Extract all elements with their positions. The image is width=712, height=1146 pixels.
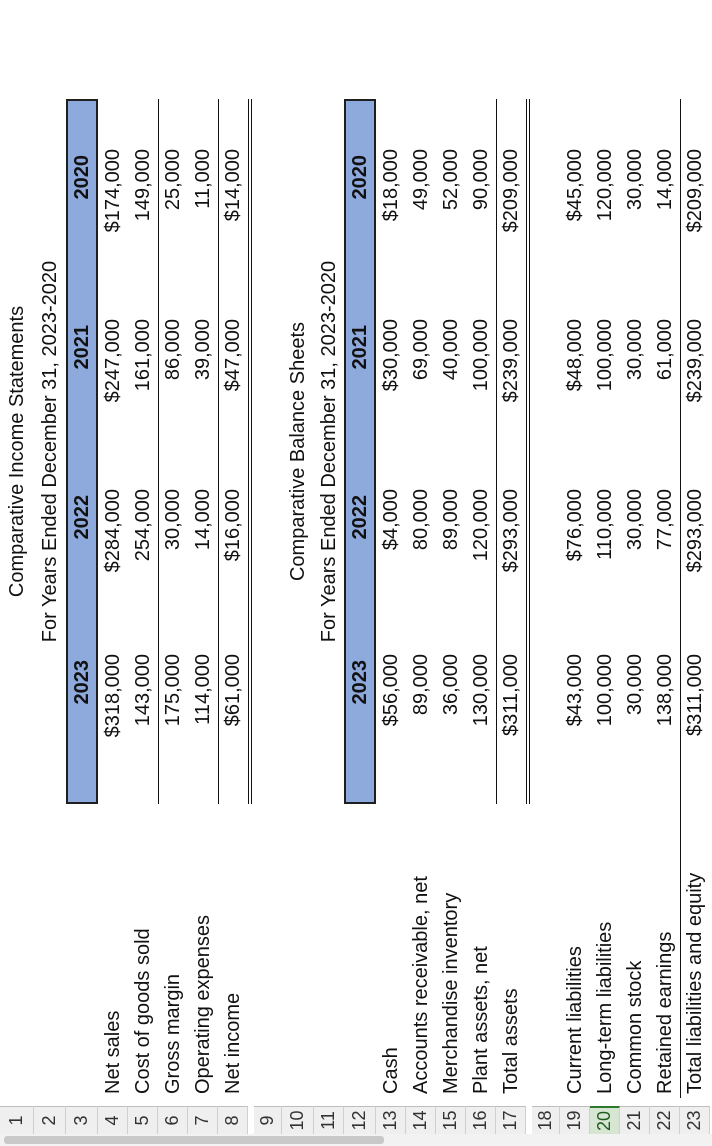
table-row: [158, 64, 188, 1134]
value-cell[interactable]: $30,000: [379, 319, 402, 392]
value-cell[interactable]: 114,000: [191, 654, 214, 725]
value-cell[interactable]: $247,000: [101, 319, 124, 403]
value-cell[interactable]: 120,000: [593, 149, 616, 222]
row-header[interactable]: 19: [560, 1106, 590, 1134]
table-row: [466, 64, 496, 1134]
value-cell[interactable]: 120,000: [469, 489, 492, 562]
income-statement-title: Comparative Income Statements: [5, 305, 28, 598]
row-header[interactable]: 21: [620, 1106, 650, 1134]
table-row: [620, 64, 650, 1134]
value-cell[interactable]: 69,000: [409, 319, 432, 381]
row-label: Operating expenses: [191, 914, 214, 1094]
row-header[interactable]: 8: [218, 1106, 248, 1134]
sheet-row: [254, 64, 282, 1134]
value-cell[interactable]: $48,000: [563, 319, 586, 392]
value-cell[interactable]: 143,000: [131, 654, 154, 727]
row-header[interactable]: 6: [158, 1106, 188, 1134]
sheet-row: [66, 64, 98, 1134]
value-cell[interactable]: $45,000: [563, 149, 586, 222]
income-statement-subtitle: For Years Ended December 31, 2023-2020: [38, 260, 61, 643]
balance-year-header: [344, 99, 376, 804]
row-header[interactable]: 13: [376, 1106, 406, 1134]
total-double-rule: [526, 99, 530, 804]
value-cell[interactable]: 30,000: [623, 654, 646, 716]
value-cell[interactable]: $209,000: [683, 149, 706, 233]
value-cell[interactable]: $14,000: [221, 149, 244, 222]
value-cell[interactable]: 130,000: [469, 654, 492, 727]
value-cell[interactable]: $239,000: [683, 319, 706, 403]
row-header[interactable]: 14: [406, 1106, 436, 1134]
value-cell[interactable]: 36,000: [439, 654, 462, 716]
row-label: Retained earnings: [653, 931, 676, 1094]
value-cell[interactable]: 49,000: [409, 149, 432, 211]
value-cell[interactable]: 149,000: [131, 149, 154, 222]
table-row: [680, 64, 710, 1134]
value-cell[interactable]: 100,000: [593, 654, 616, 727]
row-label: Total liabilities and equity: [683, 872, 706, 1094]
row-label: Total assets: [499, 988, 522, 1094]
year-header-2021: 2021: [70, 325, 93, 370]
value-cell[interactable]: $311,000: [683, 654, 706, 736]
value-cell[interactable]: $174,000: [101, 149, 124, 233]
row-label: Accounts receivable, net: [409, 876, 432, 1094]
value-cell[interactable]: 30,000: [161, 489, 184, 551]
value-cell[interactable]: 30,000: [623, 149, 646, 211]
row-header[interactable]: 10: [282, 1106, 314, 1134]
value-cell[interactable]: $284,000: [101, 489, 124, 573]
value-cell[interactable]: 86,000: [161, 319, 184, 381]
row-header[interactable]: 22: [650, 1106, 680, 1134]
balance-sheet-subtitle: For Years Ended December 31, 2023-2020: [317, 260, 340, 643]
value-cell[interactable]: 80,000: [409, 489, 432, 551]
value-cell[interactable]: 161,000: [131, 319, 154, 392]
sheet-row: [0, 64, 34, 1134]
value-cell[interactable]: $61,000: [221, 654, 244, 727]
balance-sheet-title: Comparative Balance Sheets: [286, 321, 309, 582]
sheet-row: [344, 64, 376, 1134]
value-cell[interactable]: 77,000: [653, 489, 676, 551]
value-cell[interactable]: $16,000: [221, 489, 244, 562]
year-header-2020: 2020: [348, 155, 371, 200]
value-cell[interactable]: 110,000: [593, 489, 616, 560]
value-cell[interactable]: 89,000: [439, 489, 462, 551]
sheet-row: [532, 64, 560, 1134]
value-cell[interactable]: $56,000: [379, 654, 402, 727]
value-cell[interactable]: 30,000: [623, 319, 646, 381]
table-row: [218, 64, 248, 1134]
value-cell[interactable]: $209,000: [499, 149, 522, 233]
row-label: Net income: [221, 992, 244, 1094]
row-label: Cost of goods sold: [131, 928, 154, 1094]
row-label: Current liabilities: [563, 946, 586, 1094]
row-label: Plant assets, net: [469, 946, 492, 1094]
row-header[interactable]: 5: [128, 1106, 158, 1134]
row-header[interactable]: 12: [344, 1106, 376, 1134]
value-cell[interactable]: $76,000: [563, 489, 586, 562]
value-cell[interactable]: 100,000: [469, 319, 492, 392]
value-cell[interactable]: 25,000: [161, 149, 184, 211]
row-label: Long-term liabilities: [593, 921, 616, 1094]
value-cell[interactable]: 61,000: [653, 319, 676, 381]
value-cell[interactable]: 90,000: [469, 149, 492, 211]
table-row: [496, 64, 526, 1134]
table-row: [406, 64, 436, 1134]
spreadsheet-grid[interactable]: [0, 64, 712, 1134]
row-header[interactable]: 7: [188, 1106, 218, 1134]
table-row: [650, 64, 680, 1134]
value-cell[interactable]: $4,000: [379, 489, 402, 551]
value-cell[interactable]: 30,000: [623, 489, 646, 551]
row-header[interactable]: 11: [314, 1106, 344, 1134]
table-row: [98, 64, 128, 1134]
row-label: Net sales: [101, 1010, 124, 1094]
row-header[interactable]: 23: [680, 1106, 710, 1134]
year-header-2023: 2023: [348, 660, 371, 705]
row-header-selected[interactable]: 20: [590, 1106, 620, 1134]
table-row: [590, 64, 620, 1134]
sheet-row: [34, 64, 66, 1134]
table-row: [188, 64, 218, 1134]
year-header-2020: 2020: [70, 155, 93, 200]
row-header[interactable]: 15: [436, 1106, 466, 1134]
income-year-header: [66, 99, 98, 804]
sheet-row: [282, 64, 314, 1134]
row-header[interactable]: 4: [98, 1106, 128, 1134]
value-cell[interactable]: 14,000: [191, 489, 214, 551]
value-cell[interactable]: $47,000: [221, 319, 244, 392]
row-header[interactable]: 3: [66, 1106, 98, 1134]
value-cell[interactable]: 254,000: [131, 489, 154, 562]
value-cell[interactable]: 14,000: [653, 149, 676, 211]
value-cell[interactable]: $43,000: [563, 654, 586, 727]
value-cell[interactable]: 11,000: [191, 149, 214, 209]
table-row: [128, 64, 158, 1134]
year-header-2022: 2022: [348, 495, 371, 540]
value-cell[interactable]: $293,000: [499, 489, 522, 573]
value-cell[interactable]: $239,000: [499, 319, 522, 403]
row-header[interactable]: 1: [0, 1106, 34, 1134]
year-header-2022: 2022: [70, 495, 93, 540]
total-double-rule: [248, 99, 252, 804]
row-header[interactable]: 17: [496, 1106, 526, 1134]
row-header[interactable]: 2: [34, 1106, 66, 1134]
row-label: Gross margin: [161, 973, 184, 1094]
value-cell[interactable]: 40,000: [439, 319, 462, 381]
row-header[interactable]: 18: [532, 1106, 560, 1134]
value-cell[interactable]: $293,000: [683, 489, 706, 573]
row-label: Common stock: [623, 960, 646, 1094]
horizontal-scrollbar[interactable]: [0, 1134, 712, 1146]
table-row: [560, 64, 590, 1134]
row-label: Cash: [379, 1047, 402, 1094]
value-cell[interactable]: $311,000: [499, 654, 522, 736]
row-header[interactable]: 16: [466, 1106, 496, 1134]
value-cell[interactable]: $18,000: [379, 149, 402, 222]
sheet-row: [314, 64, 344, 1134]
value-cell[interactable]: 100,000: [593, 319, 616, 392]
value-cell[interactable]: 39,000: [191, 319, 214, 381]
row-label: Merchandise inventory: [439, 892, 462, 1094]
value-cell[interactable]: 52,000: [439, 149, 462, 211]
value-cell[interactable]: 175,000: [161, 654, 184, 727]
value-cell[interactable]: 89,000: [409, 654, 432, 716]
table-row: [376, 64, 406, 1134]
value-cell[interactable]: 138,000: [653, 654, 676, 727]
table-row: [436, 64, 466, 1134]
scrollbar-thumb[interactable]: [4, 1136, 384, 1144]
year-header-2023: 2023: [70, 660, 93, 705]
year-header-2021: 2021: [348, 325, 371, 370]
value-cell[interactable]: $318,000: [101, 654, 124, 738]
row-header[interactable]: 9: [254, 1106, 282, 1134]
